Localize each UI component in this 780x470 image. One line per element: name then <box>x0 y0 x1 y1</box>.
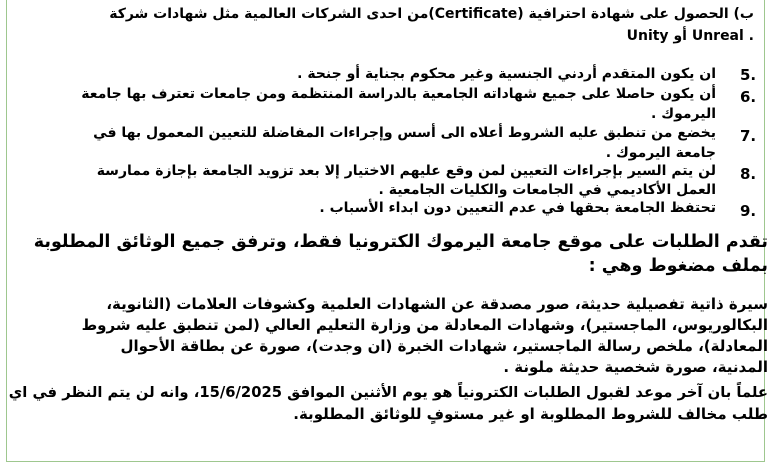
item-8-line-2: العمل الأكاديمي في الجامعات والكليات الجامعية . <box>378 182 716 198</box>
item-number-8: 8. <box>740 165 757 183</box>
submission-heading-line-1: تقدم الطلبات على موقع جامعة اليرموك الكترونيا فقط، وترفق جميع الوثائق المطلوبة <box>33 232 768 252</box>
submission-heading-line-2: بملف مضغوط وهي : <box>588 256 768 276</box>
documents-line-4: المدنية، صورة شخصية حديثة ملونة . <box>503 358 768 376</box>
item-number-6: 6. <box>740 88 757 106</box>
deadline-line-1: علماً بان آخر موعد لقبول الطلبات الكترونياً هو يوم الأثنين الموافق 15/6/2025، وانه لن يتم النظر في اي <box>8 384 768 401</box>
intro-line-1: ب) الحصول على شهادة احترافية (Certificate)من احدى الشركات العالمية مثل شهادات شركة <box>109 6 754 22</box>
item-6-line-2: اليرموك . <box>651 106 716 122</box>
item-number-9: 9. <box>740 202 757 220</box>
item-8-line-1: لن يتم السير بإجراءات التعيين لمن وقع عليهم الاختيار إلا بعد تزويد الجامعة بإجازة ممارسة <box>96 163 716 179</box>
documents-line-1: سيرة ذاتية تفصيلية حديثة، صور مصدقة عن الشهادات العلمية وكشوفات العلامات (الثانوية، <box>106 295 768 313</box>
item-9-line-1: تحتفظ الجامعة بحقها في عدم التعيين دون ابداء الأسباب . <box>319 200 716 216</box>
item-5-line-1: ان يكون المتقدم أردني الجنسية وغير محكوم بجناية أو جنحة . <box>297 66 716 82</box>
deadline-line-2: طلب مخالف للشروط المطلوبة او غير مستوفٍ للوثائق المطلوبة. <box>293 405 768 423</box>
item-7-line-1: يخضع من تنطبق عليه الشروط أعلاه الى أسس وإجراءات المفاضلة للتعيين المعمول بها في <box>93 125 716 141</box>
item-number-7: 7. <box>740 127 757 145</box>
item-number-5: 5. <box>740 66 757 84</box>
item-7-line-2: جامعة اليرموك . <box>605 145 716 161</box>
documents-line-3: المعادلة)، ملخص رسالة الماجستير، شهادات الخبرة (ان وجدت)، صورة عن بطاقة الأحوال <box>120 337 768 355</box>
intro-line-2: Unity أو Unreal . <box>626 28 754 44</box>
item-6-line-1: أن يكون حاصلا على جميع شهاداته الجامعية بالدراسة المنتظمة ومن جامعات تعترف بها جامعة <box>81 86 716 102</box>
documents-line-2: البكالوريوس، الماجستير)، وشهادات المعادلة من وزارة التعليم العالي (لمن تنطبق عليه شروط <box>81 316 768 334</box>
